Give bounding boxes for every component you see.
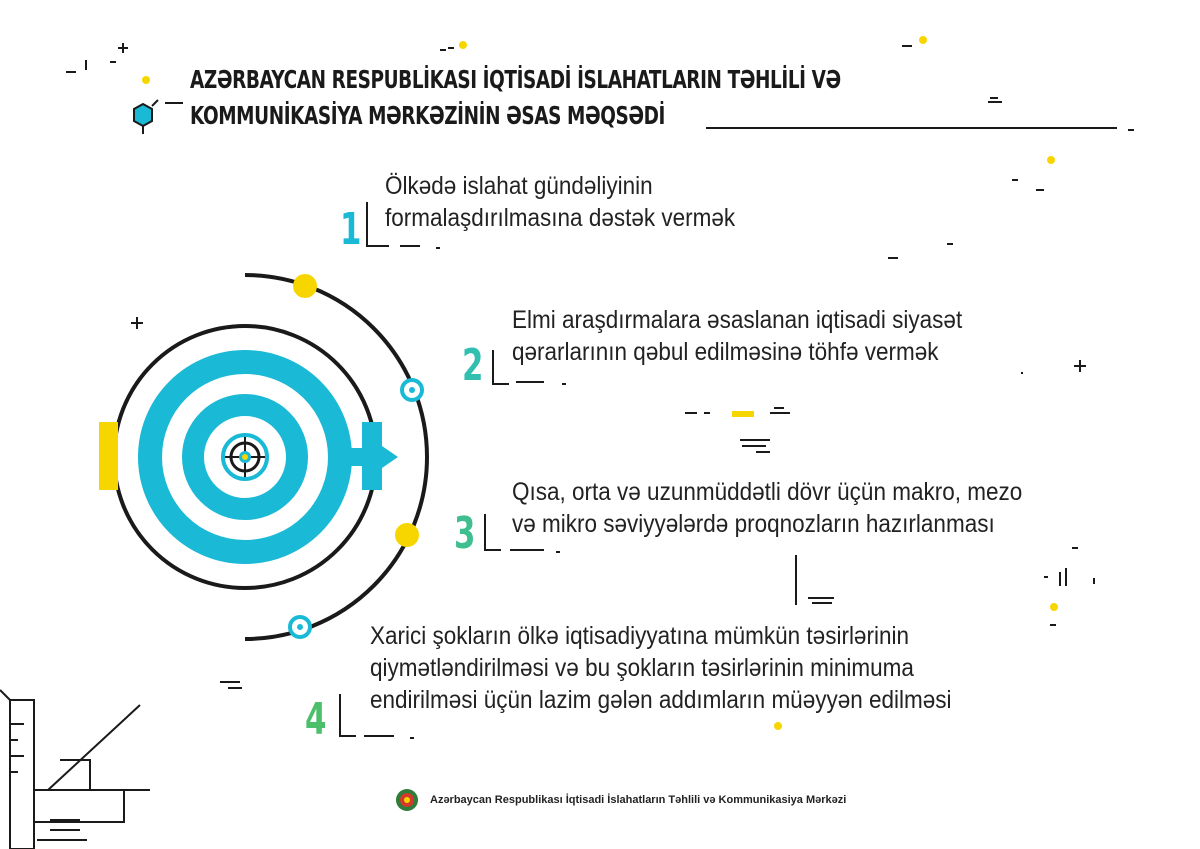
item-number-2: 2 (462, 340, 484, 391)
footer-text: Azərbaycan Respublikası İqtisadi İslahatların Təhlili və Kommunikasiya Mərkəzi (430, 794, 847, 806)
target-graphic (99, 274, 427, 639)
item-3-line: və mikro səviyyələrdə proqnozların hazırlanması (512, 510, 995, 538)
item-number-3: 3 (454, 508, 476, 559)
item-1-text (385, 170, 735, 234)
item-3-text (512, 476, 1022, 540)
item-3-line: Qısa, orta və uzunmüddətli dövr üçün makro, mezo (512, 478, 1023, 506)
item-2-line: Elmi araşdırmalara əsaslanan iqtisadi siyasət (512, 306, 963, 334)
yellow-bar (99, 422, 118, 490)
item-1-line: Ölkədə islahat gündəliyinin (385, 172, 653, 200)
item-4-text (370, 620, 952, 716)
title-line-2: KOMMUNİKASİYA MƏRKƏZİNİN ƏSAS MƏQSƏDİ (190, 101, 665, 130)
item-4-line: endirilməsi üçün lazim gələn addımların müəyyən edilməsi (370, 686, 952, 714)
item-1-line: formalaşdırılmasına dəstək vermək (385, 204, 736, 232)
ruler-graphic (0, 690, 150, 849)
item-number-1: 1 (340, 204, 362, 255)
item-2-line: qərarlarının qəbul edilməsinə töhfə vermək (512, 338, 939, 366)
title-line-1: AZƏRBAYCAN RESPUBLİKASI İQTİSADİ İSLAHATLARIN TƏHLİLİ VƏ (190, 65, 841, 94)
item-number-4: 4 (305, 694, 327, 745)
item-4-line: Xarici şokların ölkə iqtisadiyyatına mümkün təsirlərinin (370, 622, 909, 650)
item-4-line: qiymətləndirilməsi və bu şokların təsirlərinin minimuma (370, 654, 914, 682)
emblem-logo (396, 789, 418, 811)
page-title (190, 62, 841, 134)
item-2-text (512, 304, 962, 368)
header-hex-icon (134, 100, 183, 134)
